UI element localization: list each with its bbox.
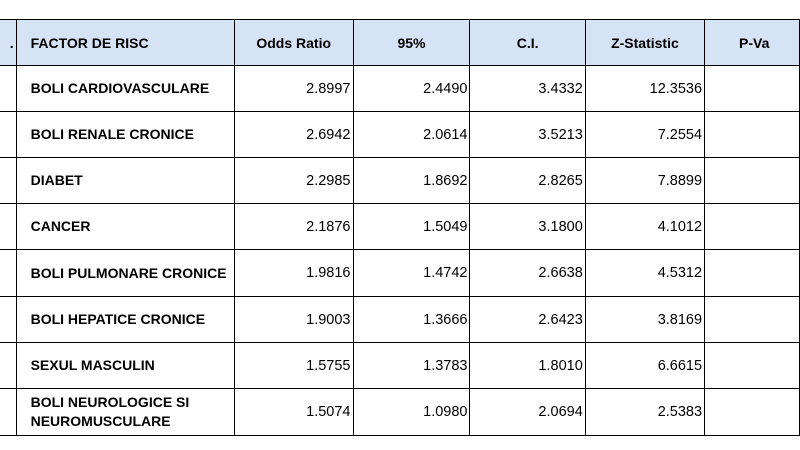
ci-high-cell: 2.0694 [470, 389, 585, 436]
ci-low-cell: 2.0614 [353, 112, 470, 158]
ci-low-cell: 1.4742 [353, 250, 470, 297]
table-header-row [0, 20, 800, 66]
factor-cell: BOLI NEUROLOGICE SI NEUROMUSCULARE [16, 389, 234, 436]
header-ci-low: 95% [353, 20, 470, 66]
table-row [0, 204, 800, 250]
header-p-value: P-Va [705, 20, 800, 66]
table-row [0, 343, 800, 389]
z-statistic-cell: 4.1012 [585, 204, 704, 250]
p-value-cell [705, 250, 800, 297]
ci-high-cell: 2.8265 [470, 158, 585, 204]
table-row [0, 250, 800, 297]
ci-high-cell: 1.8010 [470, 343, 585, 389]
ci-low-cell: 1.3666 [353, 297, 470, 343]
header-odds-ratio: Odds Ratio [234, 20, 353, 66]
z-statistic-cell: 2.5383 [585, 389, 704, 436]
row-index-cell [0, 66, 16, 112]
row-index-cell [0, 343, 16, 389]
risk-factor-table [0, 19, 800, 436]
table-row [0, 297, 800, 343]
odds-ratio-cell: 2.1876 [234, 204, 353, 250]
ci-high-cell: 2.6423 [470, 297, 585, 343]
z-statistic-cell: 12.3536 [585, 66, 704, 112]
p-value-cell [705, 343, 800, 389]
ci-high-cell: 3.5213 [470, 112, 585, 158]
z-statistic-cell: 3.8169 [585, 297, 704, 343]
risk-factor-table-container [0, 19, 800, 436]
odds-ratio-cell: 1.5074 [234, 389, 353, 436]
factor-cell: CANCER [16, 204, 234, 250]
ci-high-cell: 3.4332 [470, 66, 585, 112]
table-row [0, 66, 800, 112]
ci-low-cell: 1.5049 [353, 204, 470, 250]
ci-high-cell: 2.6638 [470, 250, 585, 297]
z-statistic-cell: 6.6615 [585, 343, 704, 389]
factor-cell: BOLI CARDIOVASCULARE [16, 66, 234, 112]
row-index-cell [0, 389, 16, 436]
odds-ratio-cell: 2.2985 [234, 158, 353, 204]
factor-cell: BOLI RENALE CRONICE [16, 112, 234, 158]
p-value-cell [705, 112, 800, 158]
factor-cell: SEXUL MASCULIN [16, 343, 234, 389]
table-row [0, 389, 800, 436]
p-value-cell [705, 158, 800, 204]
ci-low-cell: 1.0980 [353, 389, 470, 436]
odds-ratio-cell: 1.9816 [234, 250, 353, 297]
row-index-cell [0, 297, 16, 343]
p-value-cell [705, 66, 800, 112]
row-index-cell [0, 158, 16, 204]
factor-cell: BOLI HEPATICE CRONICE [16, 297, 234, 343]
ci-low-cell: 2.4490 [353, 66, 470, 112]
ci-low-cell: 1.3783 [353, 343, 470, 389]
odds-ratio-cell: 2.8997 [234, 66, 353, 112]
ci-high-cell: 3.1800 [470, 204, 585, 250]
odds-ratio-cell: 2.6942 [234, 112, 353, 158]
z-statistic-cell: 7.8899 [585, 158, 704, 204]
row-index-cell [0, 112, 16, 158]
header-factor: FACTOR DE RISC [16, 20, 234, 66]
factor-cell: BOLI PULMONARE CRONICE [16, 250, 234, 297]
ci-low-cell: 1.8692 [353, 158, 470, 204]
factor-cell: DIABET [16, 158, 234, 204]
row-index-cell [0, 204, 16, 250]
z-statistic-cell: 4.5312 [585, 250, 704, 297]
header-z-statistic: Z-Statistic [585, 20, 704, 66]
odds-ratio-cell: 1.5755 [234, 343, 353, 389]
header-index: . [0, 20, 16, 66]
row-index-cell [0, 250, 16, 297]
z-statistic-cell: 7.2554 [585, 112, 704, 158]
odds-ratio-cell: 1.9003 [234, 297, 353, 343]
table-row [0, 112, 800, 158]
table-row [0, 158, 800, 204]
p-value-cell [705, 297, 800, 343]
p-value-cell [705, 204, 800, 250]
header-ci-high: C.I. [470, 20, 585, 66]
p-value-cell [705, 389, 800, 436]
